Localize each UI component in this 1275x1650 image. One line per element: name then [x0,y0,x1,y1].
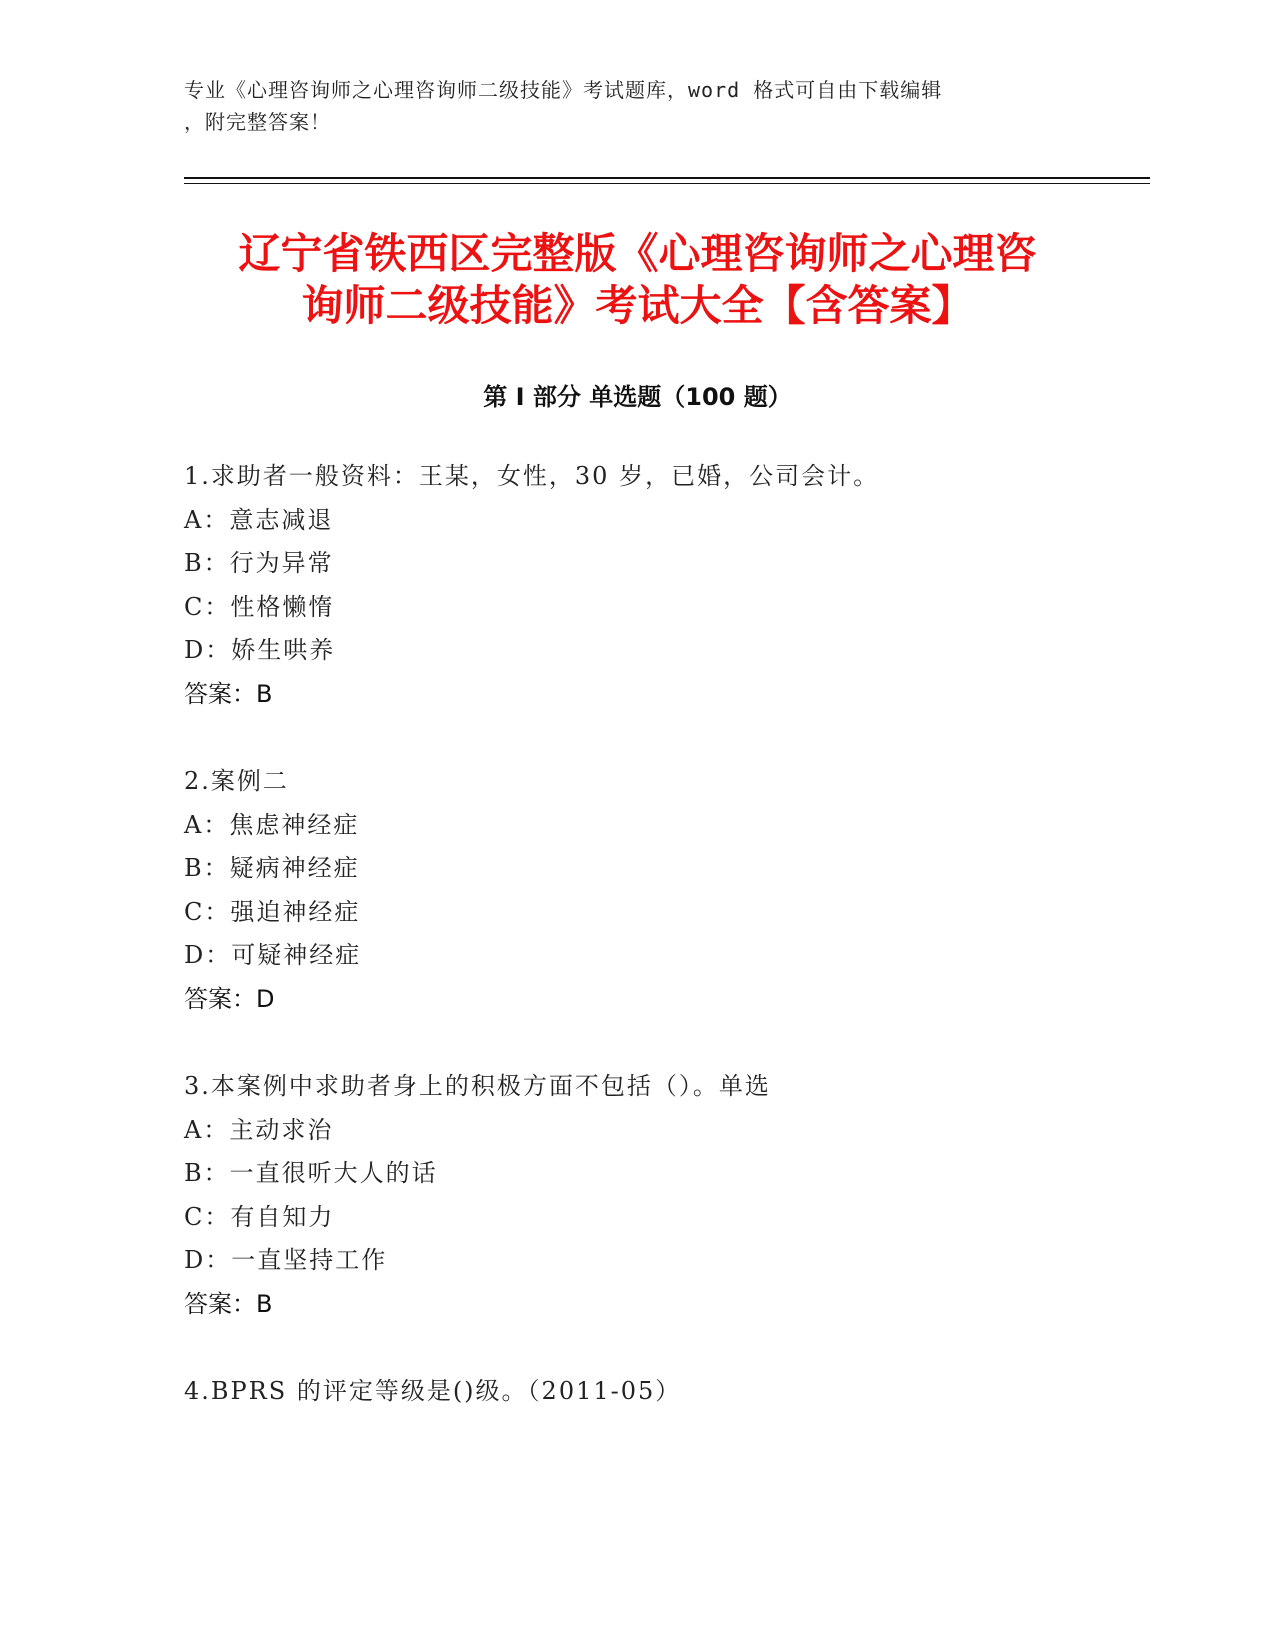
option-c: C：性格懒惰 [184,593,335,621]
option-c: C：有自知力 [184,1203,335,1231]
option-b: B：一直很听大人的话 [184,1159,438,1187]
header-note-line-1: 专业《心理咨询师之心理咨询师二级技能》考试题库，word 格式可自由下载编辑 [184,78,943,102]
header-note [184,74,1064,138]
option-a: A：主动求治 [184,1116,334,1144]
answer: 答案：B [184,680,273,708]
question-stem: 1.求助者一般资料：王某，女性，30 岁，已婚，公司会计。 [184,462,880,490]
header-rule-thick [184,177,1150,179]
option-b: B：行为异常 [184,549,334,577]
option-d: D：可疑神经症 [184,941,362,969]
section-title: 第 I 部分 单选题（100 题） [483,383,792,411]
document-title-line-1: 辽宁省铁西区完整版《心理咨询师之心理咨 [238,229,1037,278]
document-title-line-2: 询师二级技能》考试大全【含答案】 [301,281,974,330]
answer: 答案：D [184,985,275,1013]
option-a: A：意志减退 [184,506,334,534]
header-rule-thin [184,183,1150,184]
option-d: D：娇生哄养 [184,636,336,664]
question-stem: 2.案例二 [184,767,289,795]
answer: 答案：B [184,1290,273,1318]
document-title [150,228,1125,332]
question-stem: 4.BPRS 的评定等级是()级。（2011-05） [184,1377,682,1405]
question-stem: 3.本案例中求助者身上的积极方面不包括（）。单选 [184,1072,771,1100]
option-b: B：疑病神经症 [184,854,360,882]
option-c: C：强迫神经症 [184,898,361,926]
option-d: D：一直坚持工作 [184,1246,388,1274]
header-note-line-2: ，附完整答案！ [184,110,331,134]
option-a: A：焦虑神经症 [184,811,360,839]
